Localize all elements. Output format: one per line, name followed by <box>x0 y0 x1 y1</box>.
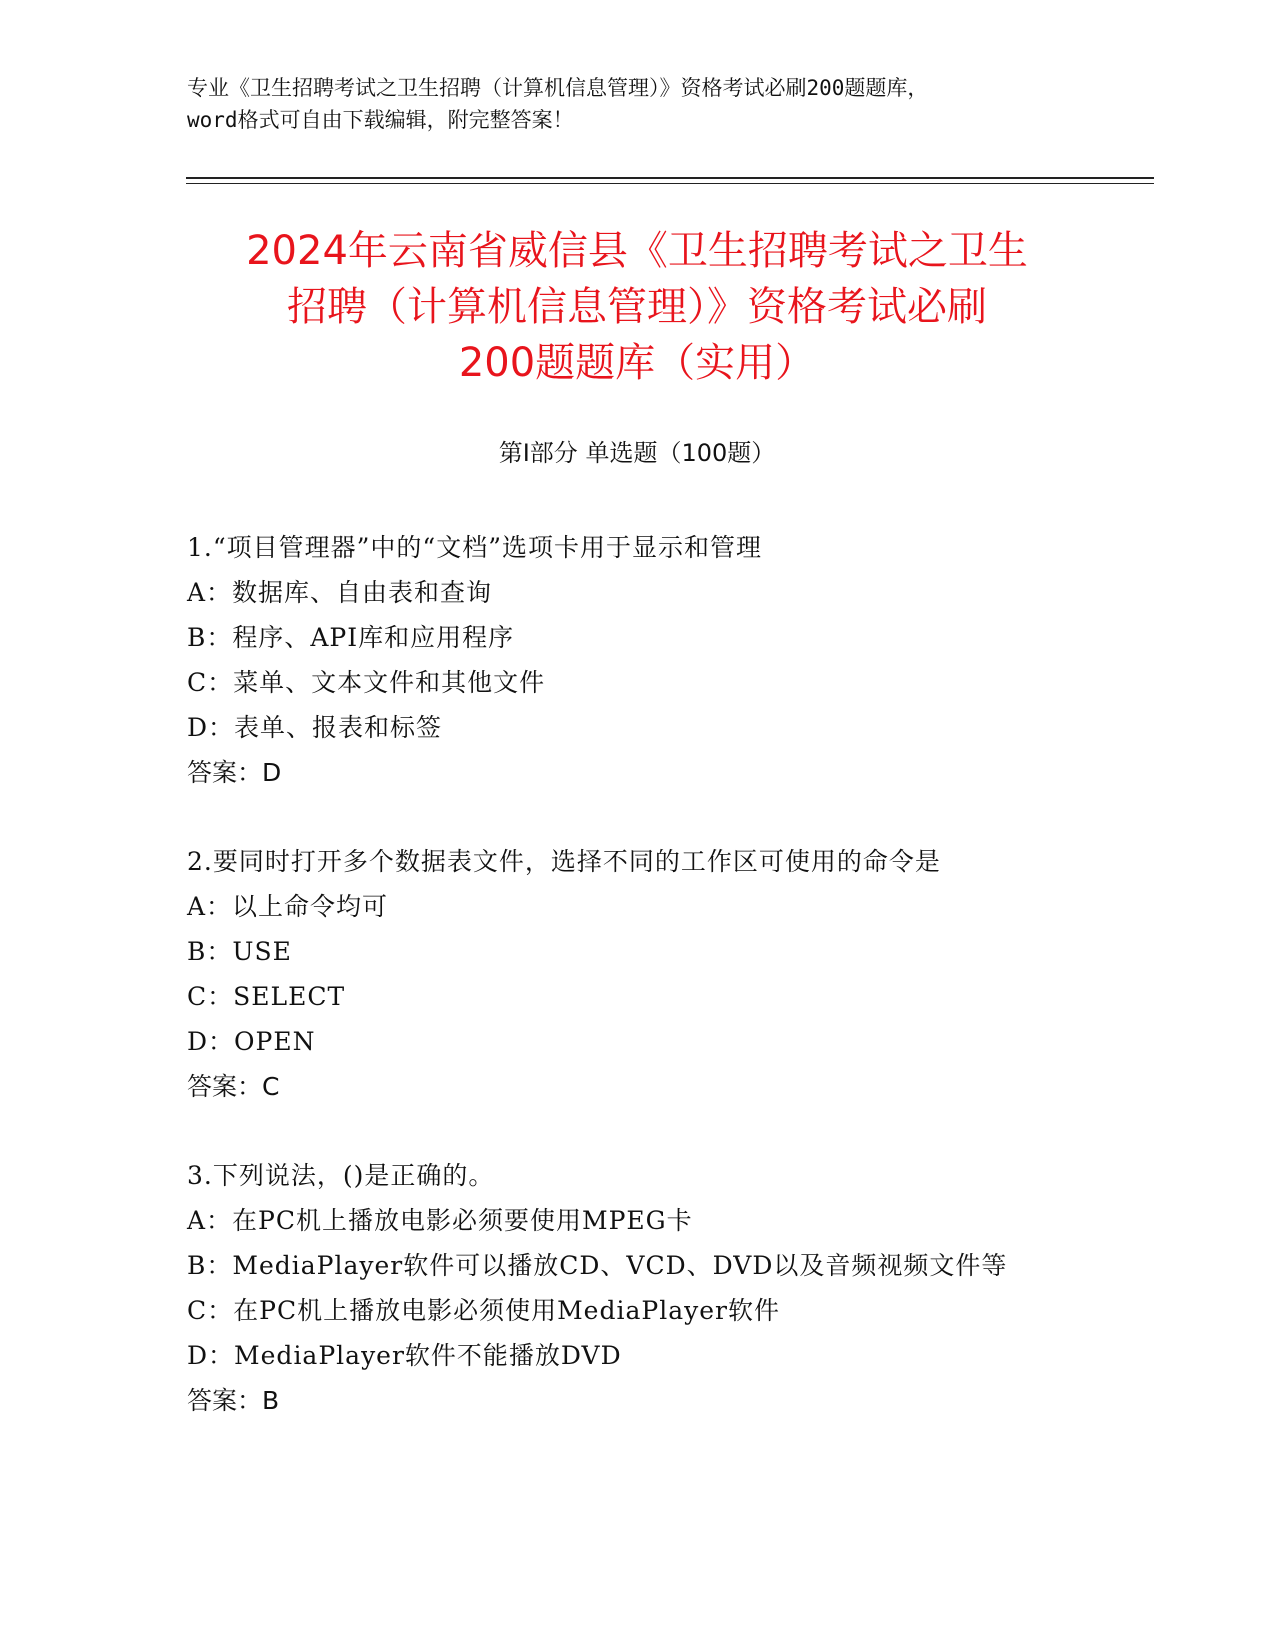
answer-label: 答案：D <box>187 758 282 787</box>
document-title <box>137 223 1137 391</box>
option-b: B：USE <box>187 937 292 966</box>
option-a: A：以上命令均可 <box>187 892 389 921</box>
question-stem: 3.下列说法，()是正确的。 <box>187 1161 495 1190</box>
header-note-line-2: word格式可自由下载编辑，附完整答案！ <box>187 108 574 132</box>
question-stem: 1.“项目管理器”中的“文档”选项卡用于显示和管理 <box>187 533 762 562</box>
section-heading: 第Ⅰ部分 单选题（100题） <box>498 439 776 467</box>
option-d: D：表单、报表和标签 <box>187 713 443 742</box>
question-item <box>187 1153 1187 1423</box>
title-line-1: 2024年云南省威信县《卫生招聘考试之卫生 <box>246 228 1028 274</box>
header-note <box>187 72 1087 136</box>
header-divider-thin <box>186 183 1154 184</box>
title-line-3: 200题题库（实用） <box>458 340 816 386</box>
question-item <box>187 525 1187 795</box>
option-a: A：在PC机上播放电影必须要使用MPEG卡 <box>187 1206 693 1235</box>
option-d: D：OPEN <box>187 1027 316 1056</box>
option-c: C：菜单、文本文件和其他文件 <box>187 668 546 697</box>
question-item <box>187 839 1187 1109</box>
option-c: C：在PC机上播放电影必须使用MediaPlayer软件 <box>187 1296 780 1325</box>
option-b: B：MediaPlayer软件可以播放CD、VCD、DVD以及音频视频文件等 <box>187 1251 1008 1280</box>
answer-label: 答案：C <box>187 1072 280 1101</box>
option-a: A：数据库、自由表和查询 <box>187 578 493 607</box>
option-b: B：程序、API库和应用程序 <box>187 623 515 652</box>
answer-label: 答案：B <box>187 1386 280 1415</box>
option-c: C：SELECT <box>187 982 346 1011</box>
title-line-2: 招聘（计算机信息管理）》资格考试必刷 <box>287 284 987 330</box>
question-list <box>187 525 1187 1467</box>
header-note-line-1: 专业《卫生招聘考试之卫生招聘（计算机信息管理）》资格考试必刷200题题库， <box>187 76 929 100</box>
header-divider-thick <box>186 177 1154 179</box>
question-stem: 2.要同时打开多个数据表文件，选择不同的工作区可使用的命令是 <box>187 847 941 876</box>
option-d: D：MediaPlayer软件不能播放DVD <box>187 1341 622 1370</box>
